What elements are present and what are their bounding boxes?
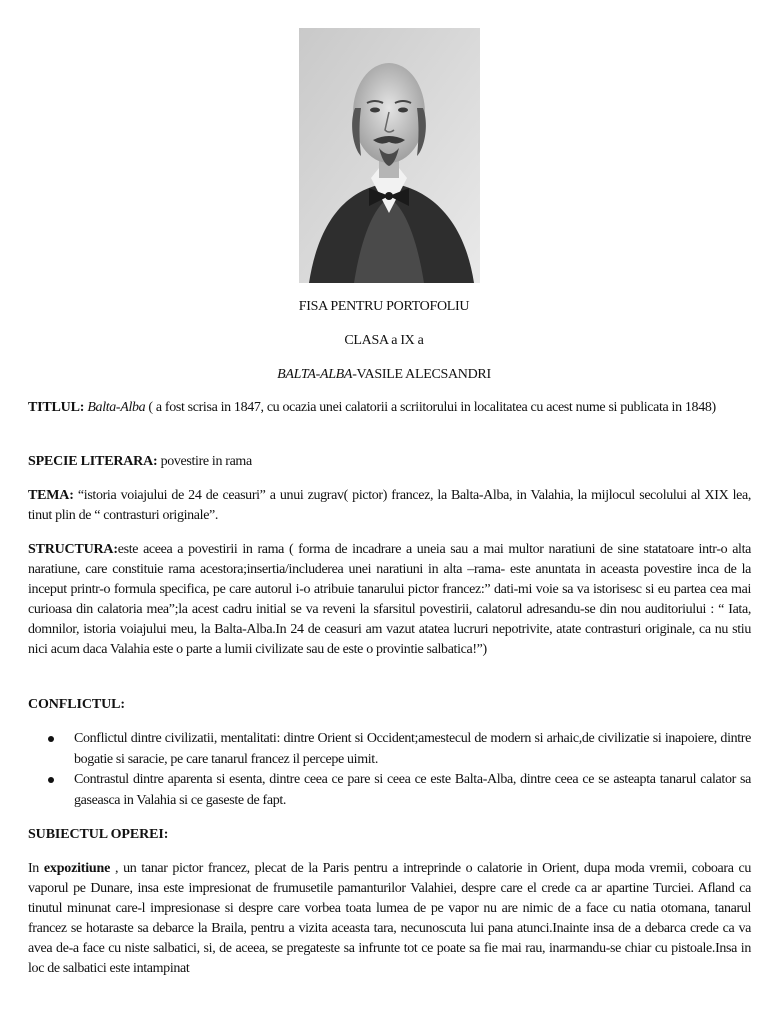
work-heading: [0, 367, 768, 383]
titlul-label: TITLUL:: [28, 400, 85, 415]
document-title: FISA PENTRU PORTOFOLIU: [298, 299, 470, 314]
titlul-text: ( a fost scrisa in 1847, cu ocazia unei calatorii a scriitorului in localitatea cu acest nume si publicata in 1848): [145, 400, 716, 415]
expozitiune-term: expozitiune: [43, 861, 111, 876]
specie-label: SPECIE LITERARA:: [28, 454, 158, 469]
titlul-paragraph: [28, 398, 751, 418]
tema-text: “istoria voiajului de 24 de ceasuri” a unui zugrav( pictor) francez, la Balta-Alba, in Valahia, la mijlocul secolului al XIX lea, tinut plin de “ contrasturi originale”.: [28, 488, 751, 523]
list-item: Contrastul dintre aparenta si esenta, dintre ceea ce pare si ceea ce este Balta-Alba, dintre ceea ce se asteapta tanarul calator sa gaseasca in Valahia si ce gaseste de fapt.: [28, 770, 751, 811]
subiectul-paragraph: In expozitiune , un tanar pictor francez, plecat de la Paris pentru a intreprinde o calatorie in Orient, dupa moda vremii, coboara cu vaporul pe Dunare, insa este impresionat de frumusetile pamanturilor Valahiei, despre care el crede ca ar apartine Turciei. Afland ca tinutul minunat care-l impresionase si despre care vorbea toata lumea de pe vapor nu are nimic de a face cu natia otomana, tanarul francez se hotaraste sa debarce la Braila, pentru a vizita aceasta tara, necunoscuta lui pana atunci.Inainte insa de a debarca crede ca va avea de-a face cu niste salbatici, si, de aceea, se pregateste sa infrunte tot ce poate sa fie mai rau, inarmandu-se chiar cu pistoale.Insa in loc de salbatici este intampinat: [28, 861, 751, 976]
specie-paragraph: [28, 452, 751, 472]
structura-label: STRUCTURA:: [28, 542, 118, 557]
titlul-italic: Balta-Alba: [87, 400, 146, 415]
tema-label: TEMA:: [28, 488, 74, 503]
tema-paragraph: [28, 486, 751, 526]
conflictul-heading: CONFLICTUL:: [28, 697, 125, 712]
work-author: -VASILE ALECSANDRI: [352, 367, 491, 382]
structura-paragraph: [28, 540, 751, 660]
structura-text: este aceea a povestirii in rama ( forma de incadrare a uneia sau a mai multor naratiuni de sine statatoare intr-o alta naratiune, care constituie rama acestora;insertia/includerea unei naratiuni in alta –rama- este anuntata in aceasta povestire inca de la inceput printr-o formula specifica, pe care autorul i-o atribuie tanarului pictor francez:” dati-mi voie sa va istorisesc si eu partea cea mai curioasa din calatoria mea”;la acest cadru initial se va reveni la sfarsitul povestirii, calatorul adresandu-se din nou auditoriului : “ Iata, domnilor, istoria voiajului meu, la Balta-Alba.In 24 de ceasuri am vazut atatea lucruri nepotrivite, atate contrasturi originale, ca nu stiu nici acum daca Valahia este o parte a lumii civilizate sau de este o provintie salbatica!”): [28, 542, 751, 657]
subiectul-heading: SUBIECTUL OPEREI:: [28, 827, 169, 842]
bullet-icon: [48, 736, 54, 742]
list-item: Conflictul dintre civilizatii, mentalitati: dintre Orient si Occident;amestecul de modern si arhaic,de civilizatie si inapoiere, dintre bogatie si saracie, pe care tanarul francez il percepe uimit.: [28, 729, 751, 770]
conflictul-list: [28, 729, 751, 811]
work-title: BALTA-ALBA: [277, 367, 353, 382]
class-label: CLASA a IX a: [344, 333, 424, 348]
author-portrait: [299, 28, 480, 283]
bullet-icon: [48, 777, 54, 783]
specie-text: povestire in rama: [157, 454, 252, 469]
